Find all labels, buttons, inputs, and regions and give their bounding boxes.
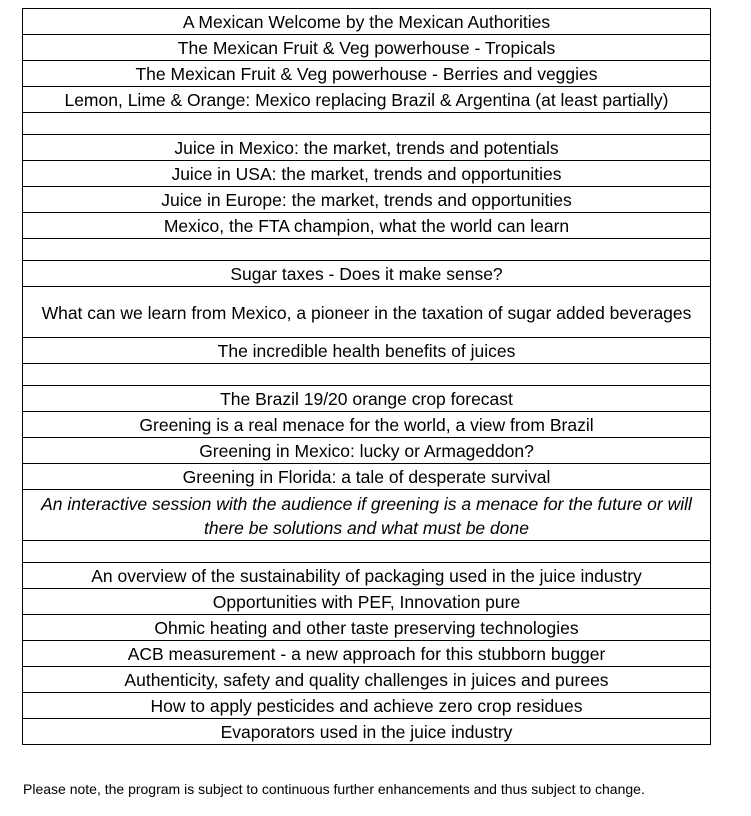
session-title: Authenticity, safety and quality challenges in juices and purees [23,667,711,693]
spacer-cell [23,364,711,386]
session-row [23,386,711,412]
session-title: Juice in Europe: the market, trends and opportunities [23,187,711,213]
session-title: Greening in Florida: a tale of desperate survival [23,464,711,490]
session-title: ACB measurement - a new approach for this stubborn bugger [23,641,711,667]
session-row [23,87,711,113]
footer-note: Please note, the program is subject to continuous further enhancements and thus subject to change. [23,781,645,797]
session-row [23,641,711,667]
session-row [23,35,711,61]
session-title: Juice in USA: the market, trends and opportunities [23,161,711,187]
session-title: Greening in Mexico: lucky or Armageddon? [23,438,711,464]
spacer-cell [23,113,711,135]
session-title: The Mexican Fruit & Veg powerhouse - Tropicals [23,35,711,61]
session-title: Evaporators used in the juice industry [23,719,711,745]
session-title: The incredible health benefits of juices [23,338,711,364]
session-row [23,135,711,161]
spacer-row [23,113,711,135]
session-title: Juice in Mexico: the market, trends and potentials [23,135,711,161]
session-row [23,187,711,213]
spacer-cell [23,239,711,261]
session-row [23,693,711,719]
program-body [23,9,711,745]
session-row [23,464,711,490]
session-title: A Mexican Welcome by the Mexican Authorities [23,9,711,35]
session-title: Lemon, Lime & Orange: Mexico replacing Brazil & Argentina (at least partially) [23,87,711,113]
session-title: Greening is a real menace for the world, a view from Brazil [23,412,711,438]
session-row [23,9,711,35]
session-title: How to apply pesticides and achieve zero crop residues [23,693,711,719]
session-title: Sugar taxes - Does it make sense? [23,261,711,287]
session-row [23,490,711,541]
session-row [23,213,711,239]
session-row [23,338,711,364]
spacer-row [23,364,711,386]
program-table [22,8,711,745]
session-row [23,61,711,87]
session-row [23,589,711,615]
session-title: An interactive session with the audience if greening is a menace for the future or will there be solutions and what must be done [23,490,711,541]
session-row [23,161,711,187]
session-title: Opportunities with PEF, Innovation pure [23,589,711,615]
session-row [23,563,711,589]
session-row [23,287,711,338]
session-title: An overview of the sustainability of packaging used in the juice industry [23,563,711,589]
session-title: The Mexican Fruit & Veg powerhouse - Berries and veggies [23,61,711,87]
session-row [23,412,711,438]
session-title: What can we learn from Mexico, a pioneer in the taxation of sugar added beverages [23,287,711,338]
session-row [23,615,711,641]
spacer-row [23,541,711,563]
spacer-row [23,239,711,261]
session-row [23,261,711,287]
session-row [23,719,711,745]
session-row [23,438,711,464]
session-title: Mexico, the FTA champion, what the world can learn [23,213,711,239]
session-title: The Brazil 19/20 orange crop forecast [23,386,711,412]
spacer-cell [23,541,711,563]
session-title: Ohmic heating and other taste preserving technologies [23,615,711,641]
session-row [23,667,711,693]
